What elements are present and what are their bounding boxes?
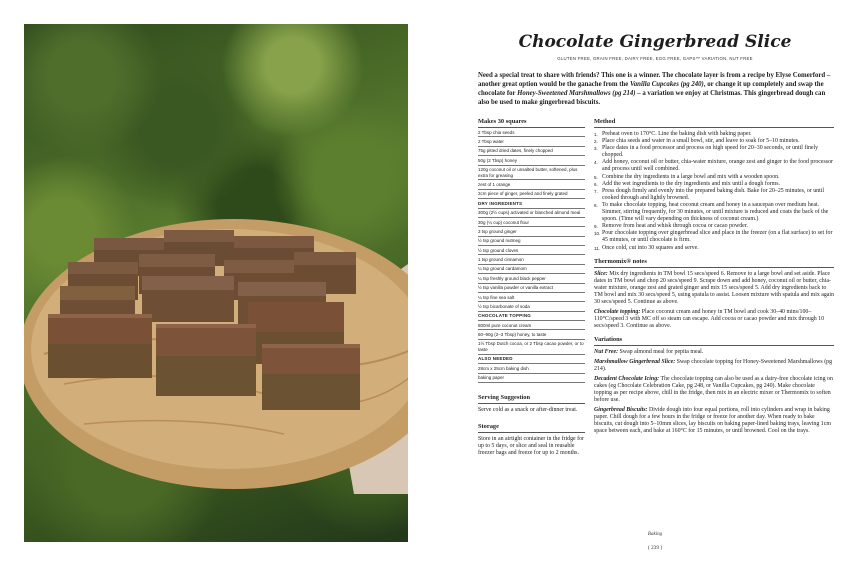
step-number: 8.	[594, 202, 598, 208]
ingredient-item: ½ tsp ground cloves	[478, 246, 585, 255]
step-number: 9.	[594, 224, 598, 230]
storage-header: Storage	[478, 423, 585, 433]
step-text: Combine the dry ingredients in a large bowl and mix with a wooden spoon.	[602, 173, 780, 180]
ingredient-item: 60–90g (2–3 Tbsp) honey, to taste	[478, 330, 585, 339]
intro-ref-marshmallows: Honey-Sweetened Marshmallows (pg 214)	[517, 90, 636, 98]
ingredient-item: 2cm piece of ginger, peeled and finely grated	[478, 190, 585, 199]
ingredient-item: ¼ tsp fine sea salt	[478, 293, 585, 302]
note-lead: Nut Free:	[594, 348, 619, 355]
recipe-intro	[478, 71, 834, 107]
step-number: 10.	[594, 231, 601, 237]
step-text: Press dough firmly and evenly into the prepared baking dish. Bake for 20–25 minutes, or until cooked through and lightly browned.	[602, 187, 825, 201]
thermomix-slice-note	[594, 271, 834, 306]
note-lead: Slice:	[594, 270, 608, 277]
step-text: Place chia seeds and water in a small bowl, stir, and leave to soak for 5–10 minutes.	[602, 138, 800, 145]
step-text: Add the wet ingredients to the dry ingredients and mix until a dough forms.	[602, 180, 780, 187]
ingredient-item: 50g (2 Tbsp) honey	[478, 156, 585, 165]
step-text: Once cold, cut into 30 squares and serve.	[602, 244, 699, 251]
step-number: 5.	[594, 174, 598, 180]
note-lead: Decadent Chocolate Icing:	[594, 375, 660, 382]
intro-text-2: , or change it up completely and swap the chocolate for	[478, 81, 824, 98]
variation-nut-free	[594, 349, 834, 356]
ingredient-item: 28cm x 25cm baking dish	[478, 364, 585, 373]
note-lead: Gingerbread Biscuits:	[594, 406, 648, 413]
ingredient-item: 300g (2½ cups) activated or blanched almond meal	[478, 209, 585, 218]
note-text: Place coconut cream and honey in TM bowl and cook 30–40 mins/100–110°C/speed 3 with MC off so steam can escape. Add cocoa or cacao powder and mix through 10 secs/speed 3. Continue as above.	[594, 308, 825, 329]
also-needed-header: ALSO NEEDED	[478, 355, 585, 364]
step-text: Add honey, coconut oil or butter, chia-water mixture, orange zest and ginger to the food processor and process until well combined.	[602, 159, 834, 173]
thermomix-notes	[594, 271, 834, 330]
slice-illustration	[24, 24, 408, 542]
method-header: Method	[594, 118, 834, 128]
method-step	[594, 230, 834, 244]
method-step	[594, 202, 834, 223]
ingredient-item: ¼ tsp freshly ground black pepper	[478, 274, 585, 283]
ingredient-item: 3 tsp ground ginger	[478, 227, 585, 236]
method-step	[594, 145, 834, 159]
intro-ref-cupcakes: Vanilla Cupcakes (pg 240)	[629, 81, 704, 89]
serving-text: Serve cold as a snack or after-dinner treat.	[478, 406, 578, 413]
step-text: Preheat oven to 170°C. Line the baking dish with baking paper.	[602, 131, 752, 137]
ingredient-item: 2 Tbsp chia seeds	[478, 128, 585, 137]
variations-header: Variations	[594, 336, 834, 346]
step-text: To make chocolate topping, heat coconut cream and honey in a saucepan over medium heat. Simmer, stirring frequently, for 30 minutes, or until mixture is reduced and coats the back of the spoon. (Time will vary depending on thickness of coconut cream.)	[602, 201, 829, 223]
variation-decadent-icing	[594, 376, 834, 404]
recipe-photo	[24, 24, 408, 542]
method-step	[594, 174, 834, 181]
ingredient-list	[478, 128, 585, 383]
step-text: Remove from heat and whisk through cocoa or cacao powder.	[602, 223, 748, 230]
note-text: The chocolate topping can also be used as a dairy-free chocolate icing on cakes (eg Chocolate Celebration Cake, pg 248, or Vanilla Cupcakes, pg 240). Make chocolate topping as per recipe above, chill in the fridge, then mix in an electric mixer or Thermomix to soften before use.	[594, 375, 833, 403]
ingredient-item: 1½ Tbsp Dutch cocoa, or 2 Tbsp cacao powder, or to taste	[478, 340, 585, 355]
step-text: Pour chocolate topping over gingerbread slice and place in the freezer (on a flat surface) to set for 45 minutes, or until chocolate is firm.	[602, 230, 833, 244]
yield-header: Makes 30 squares	[478, 118, 585, 128]
method-steps	[594, 131, 834, 252]
method-step	[594, 159, 834, 173]
ingredient-item: 30g (¼ cup) coconut flour	[478, 218, 585, 227]
ingredient-item: 2 Tbsp water	[478, 137, 585, 146]
storage-text: Store in an airtight container in the fridge for up to 5 days, or slice and seal in reusable freezer bags and freeze for up to 2 months.	[478, 436, 584, 457]
dry-ingredients-header: DRY INGREDIENTS	[478, 199, 585, 208]
method-step	[594, 245, 834, 252]
variations-notes	[594, 349, 834, 435]
intro-text-3: – a variation we enjoy at Christmas. This gingerbread dough can also be used to make gingerbread biscuits.	[478, 90, 826, 107]
method-column	[594, 118, 834, 438]
thermomix-header: Thermomix® notes	[594, 258, 834, 268]
page-number: ( 239 )	[647, 545, 663, 551]
step-number: 2.	[594, 139, 598, 145]
ingredient-item: 75g pitted dried dates, finely chopped	[478, 147, 585, 156]
ingredient-item: ½ tsp vanilla powder or vanilla extract	[478, 284, 585, 293]
step-number: 4.	[594, 160, 598, 166]
ingredient-item: zest of 1 orange	[478, 180, 585, 189]
ingredient-item: ½ tsp ground nutmeg	[478, 237, 585, 246]
step-number: 7.	[594, 188, 598, 194]
step-number: 1.	[594, 132, 598, 137]
ingredient-item: 800ml pure coconut cream	[478, 321, 585, 330]
note-text: Mix dry ingredients in TM bowl 15 secs/speed 6. Remove to a large bowl and set aside. Place dates in TM bowl and chop 20 secs/speed 9. Scrape down and add honey, coconut oil or butter, chia-water mixture, orange zest and grated ginger and mix 15 secs/speed 5. Add dry ingredients back to TM bowl and mix 30 secs/speed 5, using spatula to assist. Loosen mixture with spatula and mix again 30 secs/speed 5. Continue as above.	[594, 270, 835, 305]
ingredient-item: ¼ tsp ground cardamom	[478, 265, 585, 274]
section-label: Baking	[647, 532, 663, 537]
step-text: Place dates in a food processor and process on high speed for 20–30 seconds, or until finely chopped.	[602, 145, 819, 159]
ingredient-item: 120g coconut oil or unsalted butter, softened, plus extra for greasing	[478, 166, 585, 181]
note-text: Swap chocolate topping for Honey-Sweetened Marshmallows (pg 214).	[594, 358, 833, 372]
intro-text-1: Need a special treat to share with friends? This one is a winner. The chocolate layer is from a recipe by Elyse Comerford – another great option would be the ganache from the	[478, 72, 831, 89]
ingredients-column	[478, 118, 585, 457]
variation-biscuits	[594, 407, 834, 435]
ingredient-item: baking paper	[478, 374, 585, 383]
step-number: 11.	[594, 245, 601, 251]
note-text: Swap almond meal for pepita meal.	[618, 348, 704, 355]
step-number: 3.	[594, 146, 598, 152]
diet-tags: GLUTEN FREE, GRAIN FREE, DAIRY FREE, EGG FREE, GAPS™ VARIATION, NUT FREE	[557, 56, 753, 61]
method-step	[594, 188, 834, 202]
serving-header: Serving Suggestion	[478, 394, 585, 404]
note-lead: Chocolate topping:	[594, 308, 641, 315]
ingredient-item: 1 tsp ground cinnamon	[478, 255, 585, 264]
note-lead: Marshmallow Gingerbread Slice:	[594, 358, 676, 365]
thermomix-topping-note	[594, 309, 834, 330]
note-text: Divide dough into four equal portions, roll into cylinders and wrap in baking paper. Chill dough for a few hours in the fridge or freeze for another day. When ready to bake biscuits, cut dough into 5–10mm slices, lay biscuits on baking paper-lined baking trays, leaving 1cm space between each, and bake at 160°C for 15 minutes, or until browned. Cool on the trays.	[594, 406, 831, 434]
chocolate-topping-header: CHOCOLATE TOPPING	[478, 312, 585, 321]
recipe-title: Chocolate Gingerbread Slice	[518, 32, 792, 52]
step-number: 6.	[594, 181, 598, 187]
variation-marshmallow	[594, 359, 834, 373]
ingredient-item: ½ tsp bicarbonate of soda	[478, 302, 585, 311]
method-step	[594, 181, 834, 188]
